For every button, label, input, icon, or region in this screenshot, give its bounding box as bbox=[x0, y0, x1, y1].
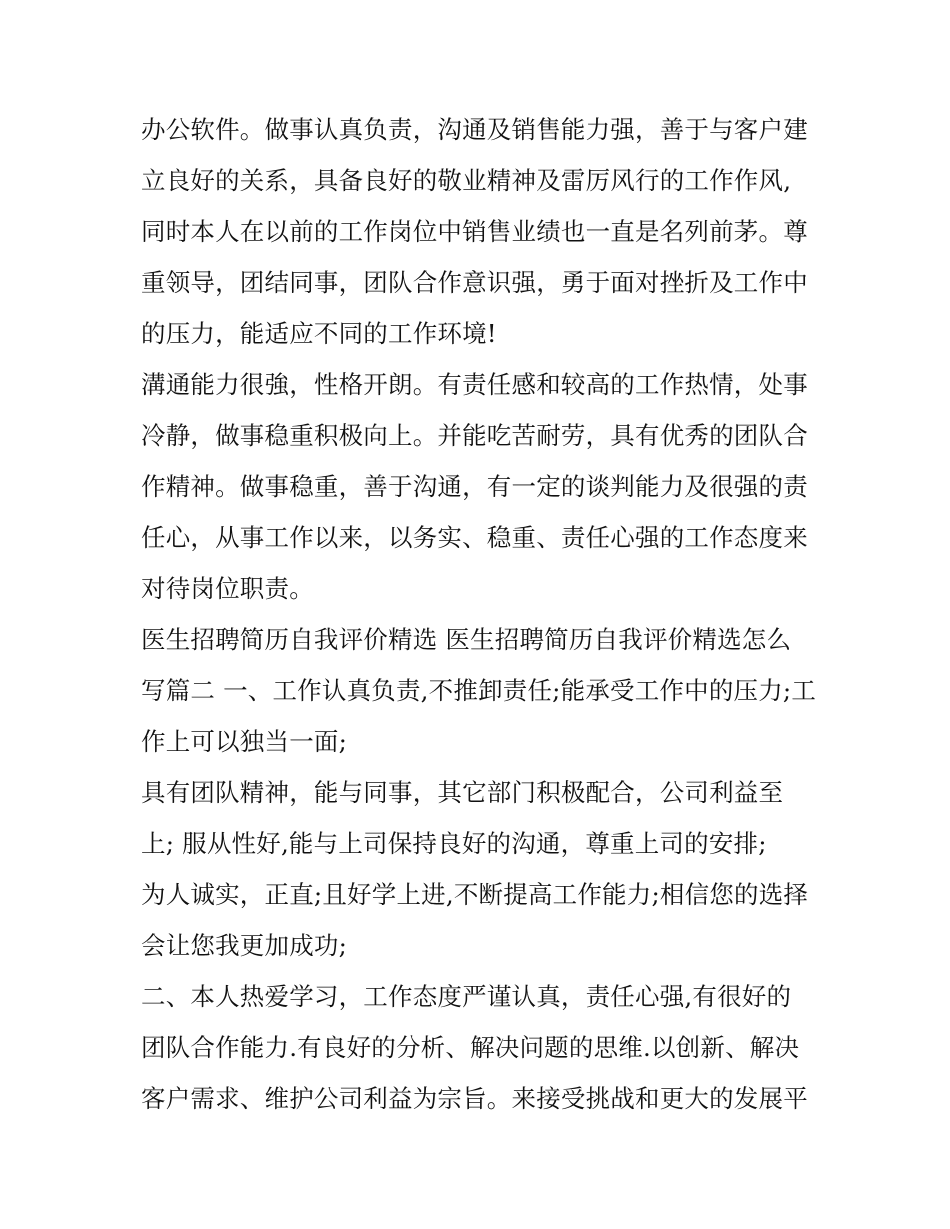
text-line-3: 同时本人在以前的工作岗位中销售业绩也一直是名列前茅。尊 bbox=[141, 217, 808, 246]
text-line-2: 立良好的关系，具备良好的敬业精神及雷厉风行的工作作风, bbox=[141, 166, 792, 195]
text-line-10: 对待岗位职责。 bbox=[141, 574, 314, 603]
text-line-16: 为人诚实，正直;且好学上进,不断提高工作能力;相信您的选择 bbox=[141, 880, 809, 909]
text-line-6: 溝通能力很強，性格开朗。有责任感和较高的工作热情，处事 bbox=[141, 370, 808, 399]
text-line-14: 具有团队精神，能与同事，其它部门积极配合，公司利益至 bbox=[141, 778, 784, 807]
text-line-11: 医生招聘简历自我评价精选 医生招聘简历自我评价精选怎么 bbox=[141, 625, 792, 654]
text-line-20: 客户需求、维护公司利益为宗旨。来接受挑战和更大的发展平 bbox=[141, 1084, 808, 1113]
text-line-12: 写篇二 一、工作认真负责,不推卸责任;能承受工作中的压力;工 bbox=[141, 676, 817, 705]
text-line-4: 重领导，团结同事，团队合作意识强，勇于面对挫折及工作中 bbox=[141, 268, 808, 297]
text-line-13: 作上可以独当一面; bbox=[141, 727, 348, 756]
text-line-5: 的压力，能适应不同的工作环境! bbox=[141, 319, 497, 348]
text-line-7: 冷静，做事稳重积极向上。并能吃苦耐劳，具有优秀的团队合 bbox=[141, 421, 808, 450]
text-line-18: 二、本人热爱学习，工作态度严谨认真，责任心强,有很好的 bbox=[141, 982, 792, 1011]
text-line-17: 会让您我更加成功; bbox=[141, 931, 348, 960]
document-body bbox=[141, 104, 821, 1124]
text-line-1: 办公软件。做事认真负责，沟通及销售能力强，善于与客户建 bbox=[141, 115, 808, 144]
text-line-19: 团队合作能力.有良好的分析、解决问题的思维.以创新、解决 bbox=[141, 1033, 800, 1062]
text-line-8: 作精神。做事稳重，善于沟通，有一定的谈判能力及很强的责 bbox=[141, 472, 808, 501]
text-line-9: 任心，从事工作以来，以务实、稳重、责任心强的工作态度来 bbox=[141, 523, 808, 552]
text-line-15: 上; 服从性好,能与上司保持良好的沟通，尊重上司的安排; bbox=[141, 829, 767, 858]
